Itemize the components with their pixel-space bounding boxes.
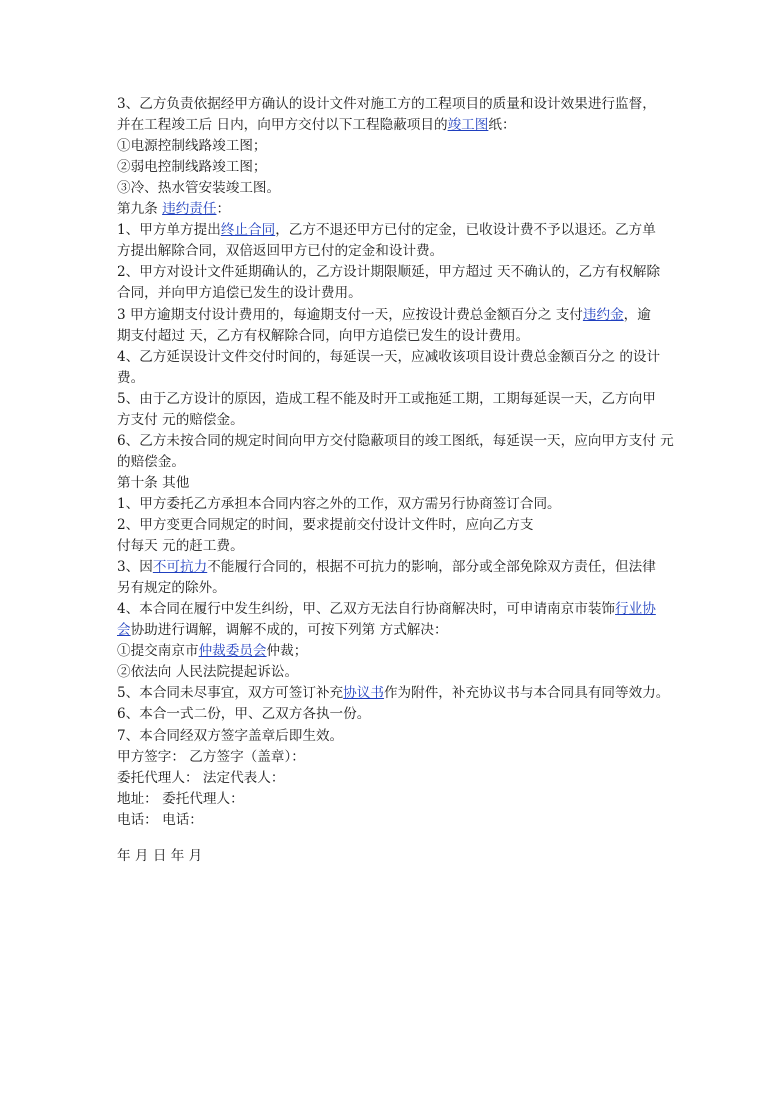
text-segment: 方提出解除合同，双倍返回甲方已付的定金和设计费。 (117, 243, 444, 260)
text-line (117, 810, 203, 830)
text-line (117, 199, 230, 219)
text-segment: ①提交南京市 (117, 643, 199, 660)
hyperlink[interactable]: 违约金 (582, 306, 624, 323)
text-segment: 费。 (117, 369, 145, 386)
text-line (117, 178, 280, 198)
text-segment: 4、乙方延误设计文件交付时间的，每延误一天，应减收该项目设计费总金额百分之 的设计 (117, 348, 661, 365)
hyperlink[interactable]: 终止合同 (220, 222, 276, 239)
text-line (117, 515, 533, 535)
text-line (117, 241, 443, 261)
text-line (117, 494, 561, 514)
text-segment: 的赔偿金。 (117, 453, 185, 470)
text-segment: ，乙方不退还甲方已付的定金，已收设计费不予以退还。乙方单 (275, 222, 656, 239)
text-line (117, 768, 284, 788)
text-segment: 6、乙方未按合同的规定时间向甲方交付隐蔽项目的竣工图纸，每延误一天，应向甲方支付 元 (117, 432, 674, 449)
text-line (117, 452, 185, 472)
text-segment: 2、甲方对设计文件延期确认的，乙方设计期限顺延，甲方超过 天不确认的，乙方有权解除 (117, 264, 661, 281)
text-segment: 委托代理人： 法定代表人： (117, 769, 285, 786)
text-segment: 并在工程竣工后 日内，向甲方交付以下工程隐蔽项目的 (117, 117, 448, 134)
text-segment: ，逾 (623, 306, 651, 323)
text-segment: 1、甲方单方提出 (117, 222, 221, 239)
text-line (117, 578, 226, 598)
hyperlink[interactable]: 仲裁委员会 (198, 643, 267, 660)
text-line (117, 368, 144, 388)
text-line (117, 704, 370, 724)
text-line (117, 599, 656, 619)
text-segment: 5、由于乙方设计的原因，造成工程不能及时开工或拖延工期，工期每延误一天，乙方向甲 (117, 390, 656, 407)
text-line (117, 220, 656, 240)
text-line (117, 136, 267, 156)
text-segment: ①电源控制线路竣工图； (117, 138, 267, 155)
hyperlink[interactable]: 竣工图 (447, 117, 489, 134)
text-segment: 地址： 委托代理人： (117, 790, 244, 807)
text-segment: 期支付超过 天，乙方有权解除合同，向甲方追偿已发生的设计费用。 (117, 327, 530, 344)
text-line (117, 410, 244, 430)
text-segment: ： (216, 201, 231, 218)
text-line (117, 347, 660, 367)
hyperlink[interactable]: 会 (117, 622, 131, 639)
text-segment: ②弱电控制线路竣工图； (117, 159, 267, 176)
text-line (117, 536, 244, 556)
text-segment: 3、乙方负责依据经甲方确认的设计文件对施工方的工程项目的质量和设计效果进行监督， (117, 96, 656, 112)
text-segment: ②依法向 人民法院提起诉讼。 (117, 664, 299, 681)
text-segment: 作为附件，补充协议书与本合同具有同等效力。 (383, 685, 670, 702)
text-segment: 合同，并向甲方追偿已发生的设计费用。 (117, 285, 362, 302)
text-segment: 2、甲方变更合同规定的时间，要求提前交付设计文件时，应向乙方支 (117, 517, 534, 533)
text-segment: 付每天 元的赶工费。 (117, 538, 244, 555)
text-line (117, 283, 362, 303)
text-line (117, 326, 529, 346)
text-segment: 甲方签字： 乙方签字（盖章）： (117, 748, 305, 765)
text-line (117, 747, 305, 767)
hyperlink[interactable]: 不可抗力 (152, 559, 208, 576)
text-segment: 7、本合同经双方签字盖章后即生效。 (117, 727, 344, 744)
text-segment: 方支付 元的赔偿金。 (117, 411, 244, 428)
text-segment: 电话： 电话： (117, 811, 203, 828)
text-line (117, 726, 343, 746)
text-line (117, 157, 267, 177)
text-line (117, 789, 244, 809)
text-segment: 仲裁； (266, 643, 308, 660)
text-line (117, 620, 448, 640)
text-segment: 3 甲方逾期支付设计费用的，每逾期支付一天，应按设计费总金额百分之 支付 (117, 306, 583, 323)
text-segment: 另有规定的除外。 (117, 580, 226, 597)
text-line (117, 389, 656, 409)
text-line (117, 473, 189, 493)
hyperlink[interactable]: 违约责任 (162, 201, 217, 218)
text-line (117, 262, 660, 282)
text-line (117, 641, 307, 661)
text-segment: 第十条 其他 (117, 474, 190, 491)
hyperlink[interactable]: 行业协 (615, 601, 656, 618)
text-segment: ③冷、热水管安装竣工图。 (117, 180, 281, 197)
text-line (117, 683, 669, 703)
text-segment: 1、甲方委托乙方承担本合同内容之外的工作，双方需另行协商签订合同。 (117, 495, 561, 512)
text-segment: 4、本合同在履行中发生纠纷，甲、乙双方无法自行协商解决时，可申请南京市装饰 (117, 601, 616, 618)
text-segment: 第九条 (117, 201, 163, 218)
text-line (117, 305, 651, 325)
text-segment: 5、本合同未尽事宜，双方可签订补充 (117, 685, 344, 702)
text-line (117, 662, 298, 682)
text-line (117, 431, 674, 451)
date-line: 年 月 日 年 月 (117, 848, 203, 864)
text-segment: 3、因 (117, 559, 153, 576)
hyperlink[interactable]: 协议书 (343, 685, 384, 702)
text-segment: 不能履行合同的，根据不可抗力的影响，部分或全部免除双方责任，但法律 (207, 559, 656, 576)
text-line (117, 115, 516, 135)
text-line (117, 94, 656, 114)
text-line (117, 557, 656, 577)
text-segment: 协助进行调解，调解不成的，可按下列第 方式解决： (130, 622, 448, 639)
text-segment: 纸： (488, 117, 516, 134)
text-segment: 6、本合一式二份，甲、乙双方各执一份。 (117, 706, 371, 723)
